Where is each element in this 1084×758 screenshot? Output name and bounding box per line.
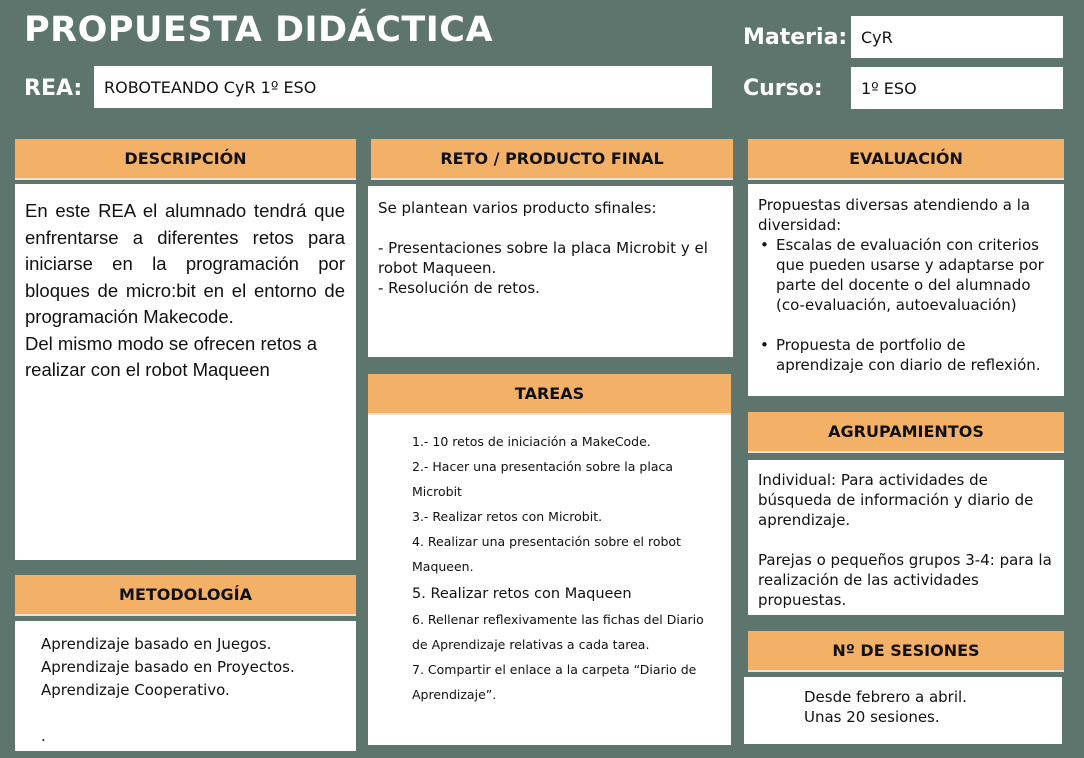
tarea-item: 4. Realizar una presentación sobre el robot Maqueen. [412, 534, 681, 574]
tareas-box[interactable] [368, 415, 731, 745]
tarea-item: 3.- Realizar retos con Microbit. [412, 509, 603, 524]
agrupamientos-paragraph: Parejas o pequeños grupos 3-4: para la realización de las actividades propuestas. [758, 551, 1052, 609]
evaluacion-list [758, 235, 1056, 375]
descripcion-heading: DESCRIPCIÓN [15, 139, 356, 180]
metodologia-heading: METODOLOGÍA [15, 575, 356, 616]
tareas-heading: TAREAS [368, 374, 731, 415]
reto-line: - Presentaciones sobre la placa Microbit y el robot Maqueen. [378, 239, 708, 277]
tarea-item: 5. Realizar retos con Maqueen [412, 586, 632, 602]
sesiones-line: Desde febrero a abril. [804, 688, 967, 706]
evaluacion-box[interactable] [748, 184, 1064, 396]
reto-box[interactable] [368, 186, 733, 357]
descripcion-paragraph: Del mismo modo se ofrecen retos a realizar con el robot Maqueen [25, 332, 318, 380]
evaluacion-heading: EVALUACIÓN [748, 139, 1064, 180]
reto-heading: RETO / PRODUCTO FINAL [371, 139, 733, 180]
metodologia-item: . [41, 727, 46, 745]
descripcion-paragraph: En este REA el alumnado tendrá que enfrentarse a diferentes retos para iniciarse en la programación por bloques de micro:bit en el entorno de programación Makecode. [25, 200, 345, 327]
sesiones-box[interactable] [744, 677, 1062, 744]
page-title: PROPUESTA DIDÁCTICA [24, 10, 494, 50]
tarea-item: 7. Compartir el enlace a la carpeta “Diario de Aprendizaje”. [412, 662, 697, 702]
rea-field[interactable]: ROBOTEANDO CyR 1º ESO [94, 66, 712, 108]
descripcion-box[interactable] [15, 184, 356, 560]
curso-field[interactable]: 1º ESO [851, 67, 1063, 109]
evaluacion-bullet: • Propuesta de portfolio de aprendizaje con diario de reflexión. [776, 335, 1056, 375]
materia-field[interactable]: CyR [851, 16, 1063, 58]
agrupamientos-paragraph: Individual: Para actividades de búsqueda de información y diario de aprendizaje. [758, 471, 1034, 529]
metodologia-item: Aprendizaje basado en Proyectos. [41, 658, 295, 676]
evaluacion-intro: Propuestas diversas atendiendo a la diversidad: [758, 196, 1031, 234]
sesiones-line: Unas 20 sesiones. [804, 708, 940, 726]
tarea-item: 1.- 10 retos de iniciación a MakeCode. [412, 434, 651, 449]
reto-intro: Se plantean varios producto sfinales: [378, 199, 657, 217]
curso-label: Curso: [743, 76, 823, 101]
metodologia-box[interactable] [15, 621, 356, 751]
agrupamientos-heading: AGRUPAMIENTOS [748, 412, 1064, 453]
reto-line: - Resolución de retos. [378, 279, 540, 297]
agrupamientos-box[interactable] [748, 460, 1064, 615]
evaluacion-bullet: • Escalas de evaluación con criterios que pueden usarse y adaptarse por parte del docente o del alumnado (co-evaluación, autoevaluación) [776, 235, 1056, 315]
rea-label: REA: [24, 76, 83, 101]
tarea-item: 2.- Hacer una presentación sobre la placa Microbit [412, 459, 674, 499]
materia-label: Materia: [743, 25, 848, 50]
metodologia-item: Aprendizaje Cooperativo. [41, 681, 230, 699]
metodologia-item: Aprendizaje basado en Juegos. [41, 635, 272, 653]
sesiones-heading: Nº DE SESIONES [748, 631, 1064, 672]
tarea-item: 6. Rellenar reflexivamente las fichas del Diario de Aprendizaje relativas a cada tarea. [412, 612, 704, 652]
